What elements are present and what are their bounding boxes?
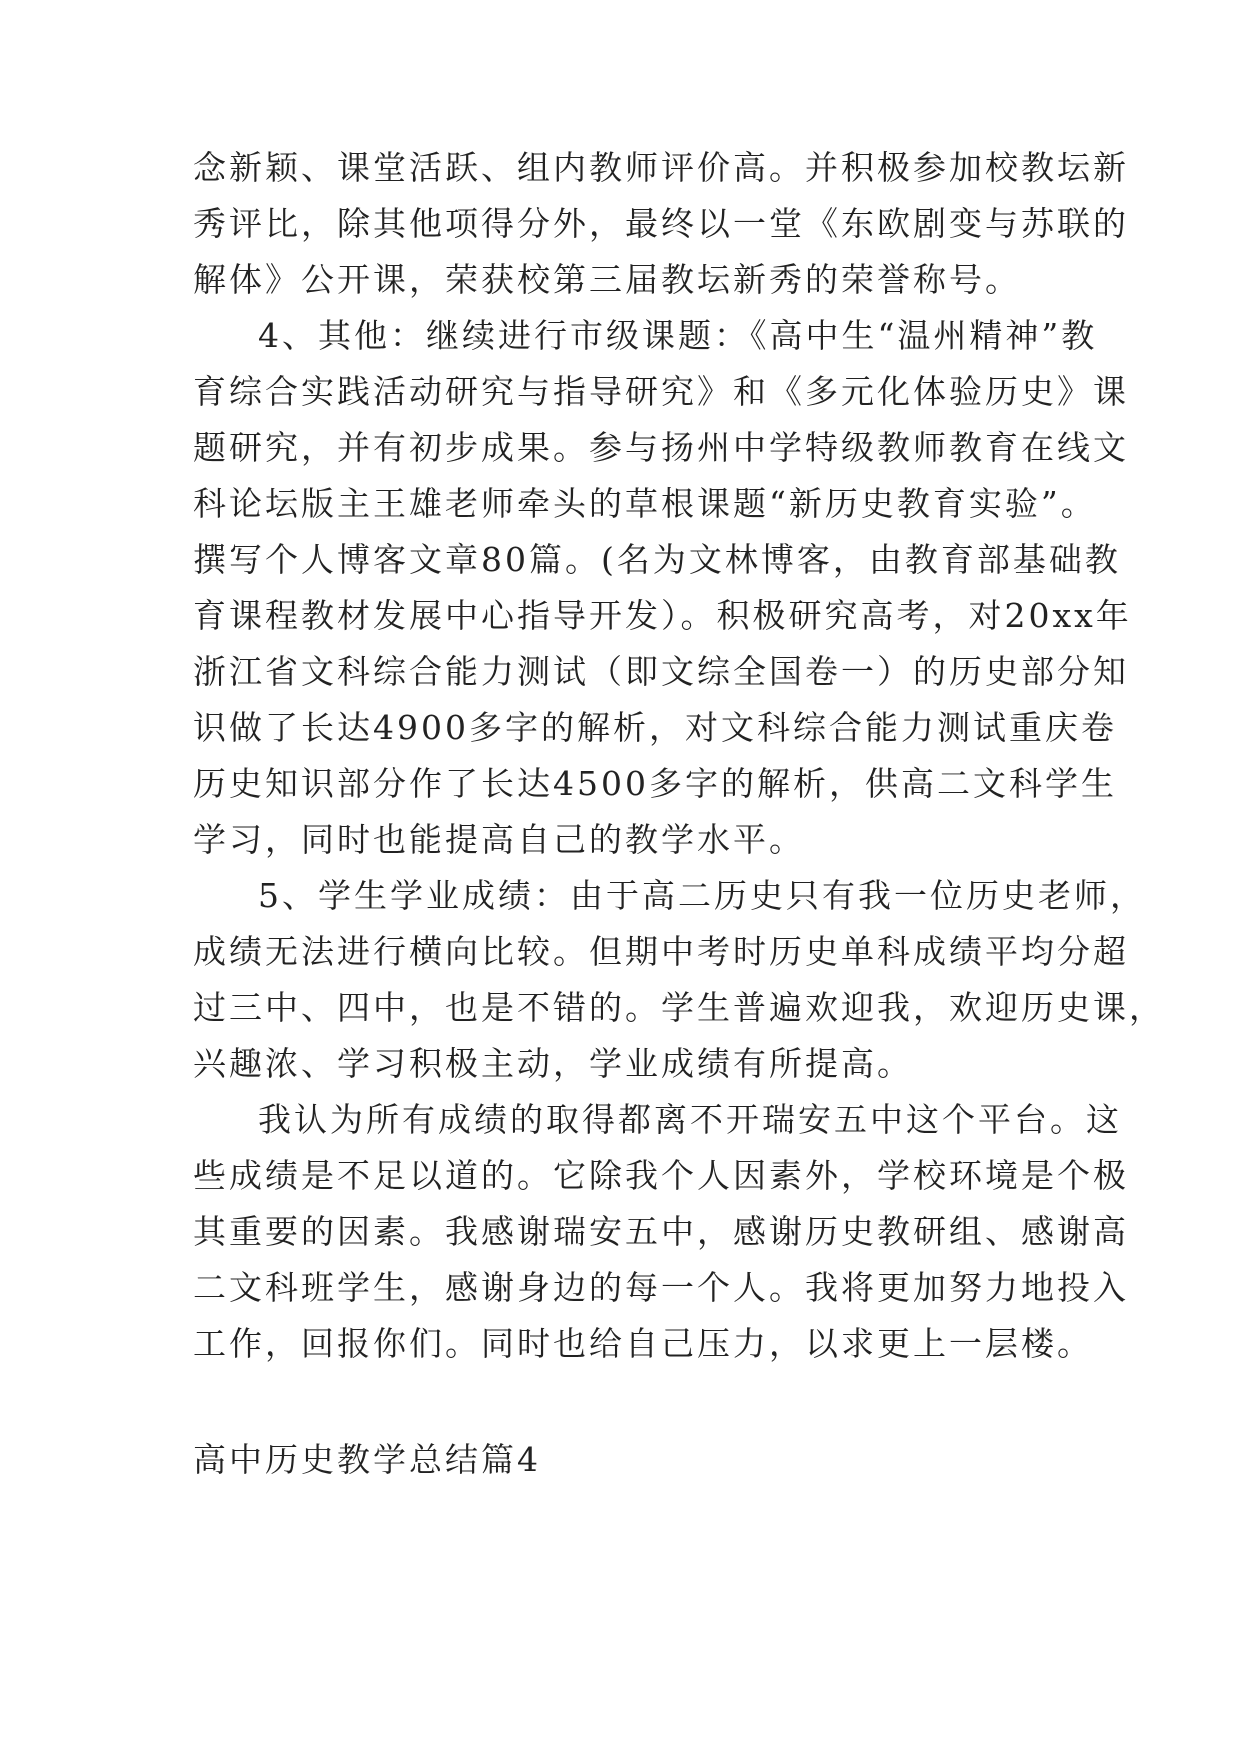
text-line: 二文科班学生，感谢身边的每一个人。我将更加努力地投入 [193, 1268, 1129, 1307]
paragraph-4-start: 4、其他：继续进行市级课题：《高中生“温州精神”教 [258, 316, 1098, 355]
text-line: 学习，同时也能提高自己的教学水平。 [193, 820, 805, 859]
text-line: 秀评比，除其他项得分外，最终以一堂《东欧剧变与苏联的 [193, 204, 1129, 243]
text-line: 其重要的因素。我感谢瑞安五中，感谢历史教研组、感谢高 [193, 1212, 1129, 1251]
paragraph-5-start: 5、学生学业成绩：由于高二历史只有我一位历史老师， [258, 876, 1146, 915]
text-line: 历史知识部分作了长达4500多字的解析，供高二文科学生 [193, 764, 1117, 803]
text-line: 兴趣浓、学习积极主动，学业成绩有所提高。 [193, 1044, 913, 1083]
text-line: 浙江省文科综合能力测试（即文综全国卷一）的历史部分知 [193, 652, 1129, 691]
text-line: 成绩无法进行横向比较。但期中考时历史单科成绩平均分超 [193, 932, 1129, 971]
text-line: 科论坛版主王雄老师牵头的草根课题“新历史教育实验”。 [193, 484, 1097, 523]
text-line: 工作，回报你们。同时也给自己压力，以求更上一层楼。 [193, 1324, 1093, 1363]
paragraph-conclusion-start: 我认为所有成绩的取得都离不开瑞安五中这个平台。这 [258, 1100, 1122, 1139]
text-line: 过三中、四中，也是不错的。学生普遍欢迎我，欢迎历史课， [193, 988, 1165, 1027]
section-heading: 高中历史教学总结篇4 [193, 1440, 541, 1479]
text-line: 解体》公开课，荣获校第三届教坛新秀的荣誉称号。 [193, 260, 1021, 299]
text-line: 育课程教材发展中心指导开发）。积极研究高考，对20xx年 [193, 596, 1132, 635]
text-line: 育综合实践活动研究与指导研究》和《多元化体验历史》课 [193, 372, 1129, 411]
text-line: 识做了长达4900多字的解析，对文科综合能力测试重庆卷 [193, 708, 1117, 747]
text-line: 些成绩是不足以道的。它除我个人因素外，学校环境是个极 [193, 1156, 1129, 1195]
text-line: 撰写个人博客文章80篇。(名为文林博客，由教育部基础教 [193, 540, 1121, 579]
text-line: 念新颖、课堂活跃、组内教师评价高。并积极参加校教坛新 [193, 148, 1129, 187]
text-line: 题研究，并有初步成果。参与扬州中学特级教师教育在线文 [193, 428, 1129, 467]
